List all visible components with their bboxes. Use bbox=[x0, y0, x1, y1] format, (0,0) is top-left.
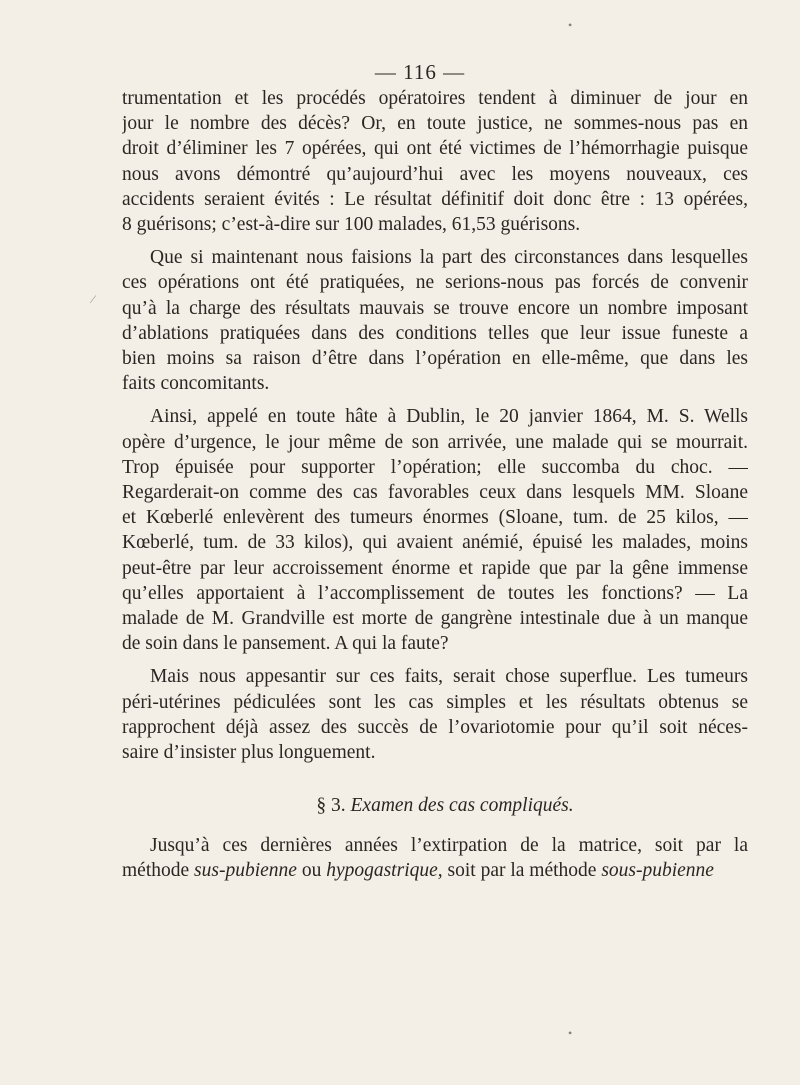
text-line: ces opérations ont été pratiquées, ne serions-nous pas forcés de convenir bbox=[122, 272, 748, 294]
text-line: Jusqu’à ces dernières années l’extirpation de la matrice, soit par la bbox=[150, 835, 748, 857]
body-text bbox=[122, 86, 748, 765]
italic-term: sus-pubienne bbox=[194, 860, 297, 882]
text-line: péri-utérines pédiculées sont les cas simples et les résultats obtenus se bbox=[122, 691, 748, 713]
italic-term: hypogastrique, bbox=[326, 860, 443, 882]
page-number: — 116 — bbox=[374, 60, 466, 84]
text-line: jour le nombre des décès? Or, en toute justice, ne sommes-nous pas en bbox=[122, 113, 748, 135]
text-line: rapprochent déjà assez des succès de l’ovariotomie pour qu’il soit néces- bbox=[122, 716, 748, 738]
text-line: peut-être par leur accroissement énorme et rapide que par la gêne immense bbox=[122, 557, 748, 579]
paragraph-1 bbox=[122, 86, 748, 237]
text-line: accidents seraient évités : Le résultat définitif doit donc être : 13 opérées, bbox=[122, 188, 748, 210]
section-number: § 3. bbox=[316, 795, 346, 817]
text-line: trumentation et les procédés opératoires tendent à diminuer de jour en bbox=[122, 88, 748, 109]
paragraph-5 bbox=[122, 833, 748, 883]
text-line: Kœberlé, tum. de 33 kilos), qui avaient anémié, épuisé les malades, moins bbox=[122, 532, 748, 554]
text-line: Mais nous appesantir sur ces faits, serait chose superflue. Les tumeurs bbox=[150, 666, 748, 688]
italic-term: sous-pubienne bbox=[601, 860, 714, 882]
section-heading bbox=[122, 795, 748, 817]
text-line: Que si maintenant nous faisions la part des circonstances dans lesquelles bbox=[150, 247, 748, 269]
text-line: bien moins sa raison d’être dans l’opération en elle-même, que dans les bbox=[122, 348, 748, 370]
text-line: faits concomitants. bbox=[122, 373, 270, 395]
ink-speck: • bbox=[568, 1026, 573, 1040]
text-line: et Kœberlé enlevèrent des tumeurs énormes (Sloane, tum. de 25 kilos, — bbox=[122, 507, 748, 529]
text-fragment: soit par la méthode bbox=[442, 860, 602, 882]
text-line: Regarderait-on comme des cas favorables ceux dans lesquels MM. Sloane bbox=[122, 482, 748, 504]
text-fragment: méthode bbox=[122, 860, 195, 882]
pencil-mark: ⁄ bbox=[92, 292, 95, 306]
paragraph-4 bbox=[122, 664, 748, 765]
text-line: qu’elles apportaient à l’accomplissement de toutes les fonctions? — La bbox=[122, 582, 748, 604]
text-line: 8 guérisons; c’est-à-dire sur 100 malades, 61,53 guérisons. bbox=[122, 214, 581, 236]
text-line: malade de M. Grandville est morte de gangrène intestinale due à un manque bbox=[122, 608, 748, 630]
text-line: droit d’éliminer les 7 opérées, qui ont été victimes de l’hémorrhagie puisque bbox=[122, 138, 748, 160]
text-line: opère d’urgence, le jour même de son arrivée, une malade qui se mourrait. bbox=[122, 431, 748, 453]
text-line: Trop épuisée pour supporter l’opération; elle succomba du choc. — bbox=[122, 456, 748, 478]
text-fragment: ou bbox=[296, 860, 327, 882]
text-line: nous avons démontré qu’aujourd’hui avec les moyens nouveaux, ces bbox=[122, 163, 748, 185]
text-line: de soin dans le pansement. A qui la faute? bbox=[122, 633, 449, 655]
paragraph-3 bbox=[122, 404, 748, 656]
text-line: Ainsi, appelé en toute hâte à Dublin, le 20 janvier 1864, M. S. Wells bbox=[150, 406, 748, 428]
text-line: qu’à la charge des résultats mauvais se trouve encore un nombre imposant bbox=[122, 297, 748, 319]
text-line bbox=[122, 858, 748, 883]
ink-speck: • bbox=[568, 18, 573, 32]
paragraph-2 bbox=[122, 245, 748, 396]
text-line: d’ablations pratiquées dans des conditions telles que leur issue funeste a bbox=[122, 322, 748, 344]
section-title: Examen des cas compliqués. bbox=[350, 795, 574, 817]
text-line: saire d’insister plus longuement. bbox=[122, 742, 376, 764]
